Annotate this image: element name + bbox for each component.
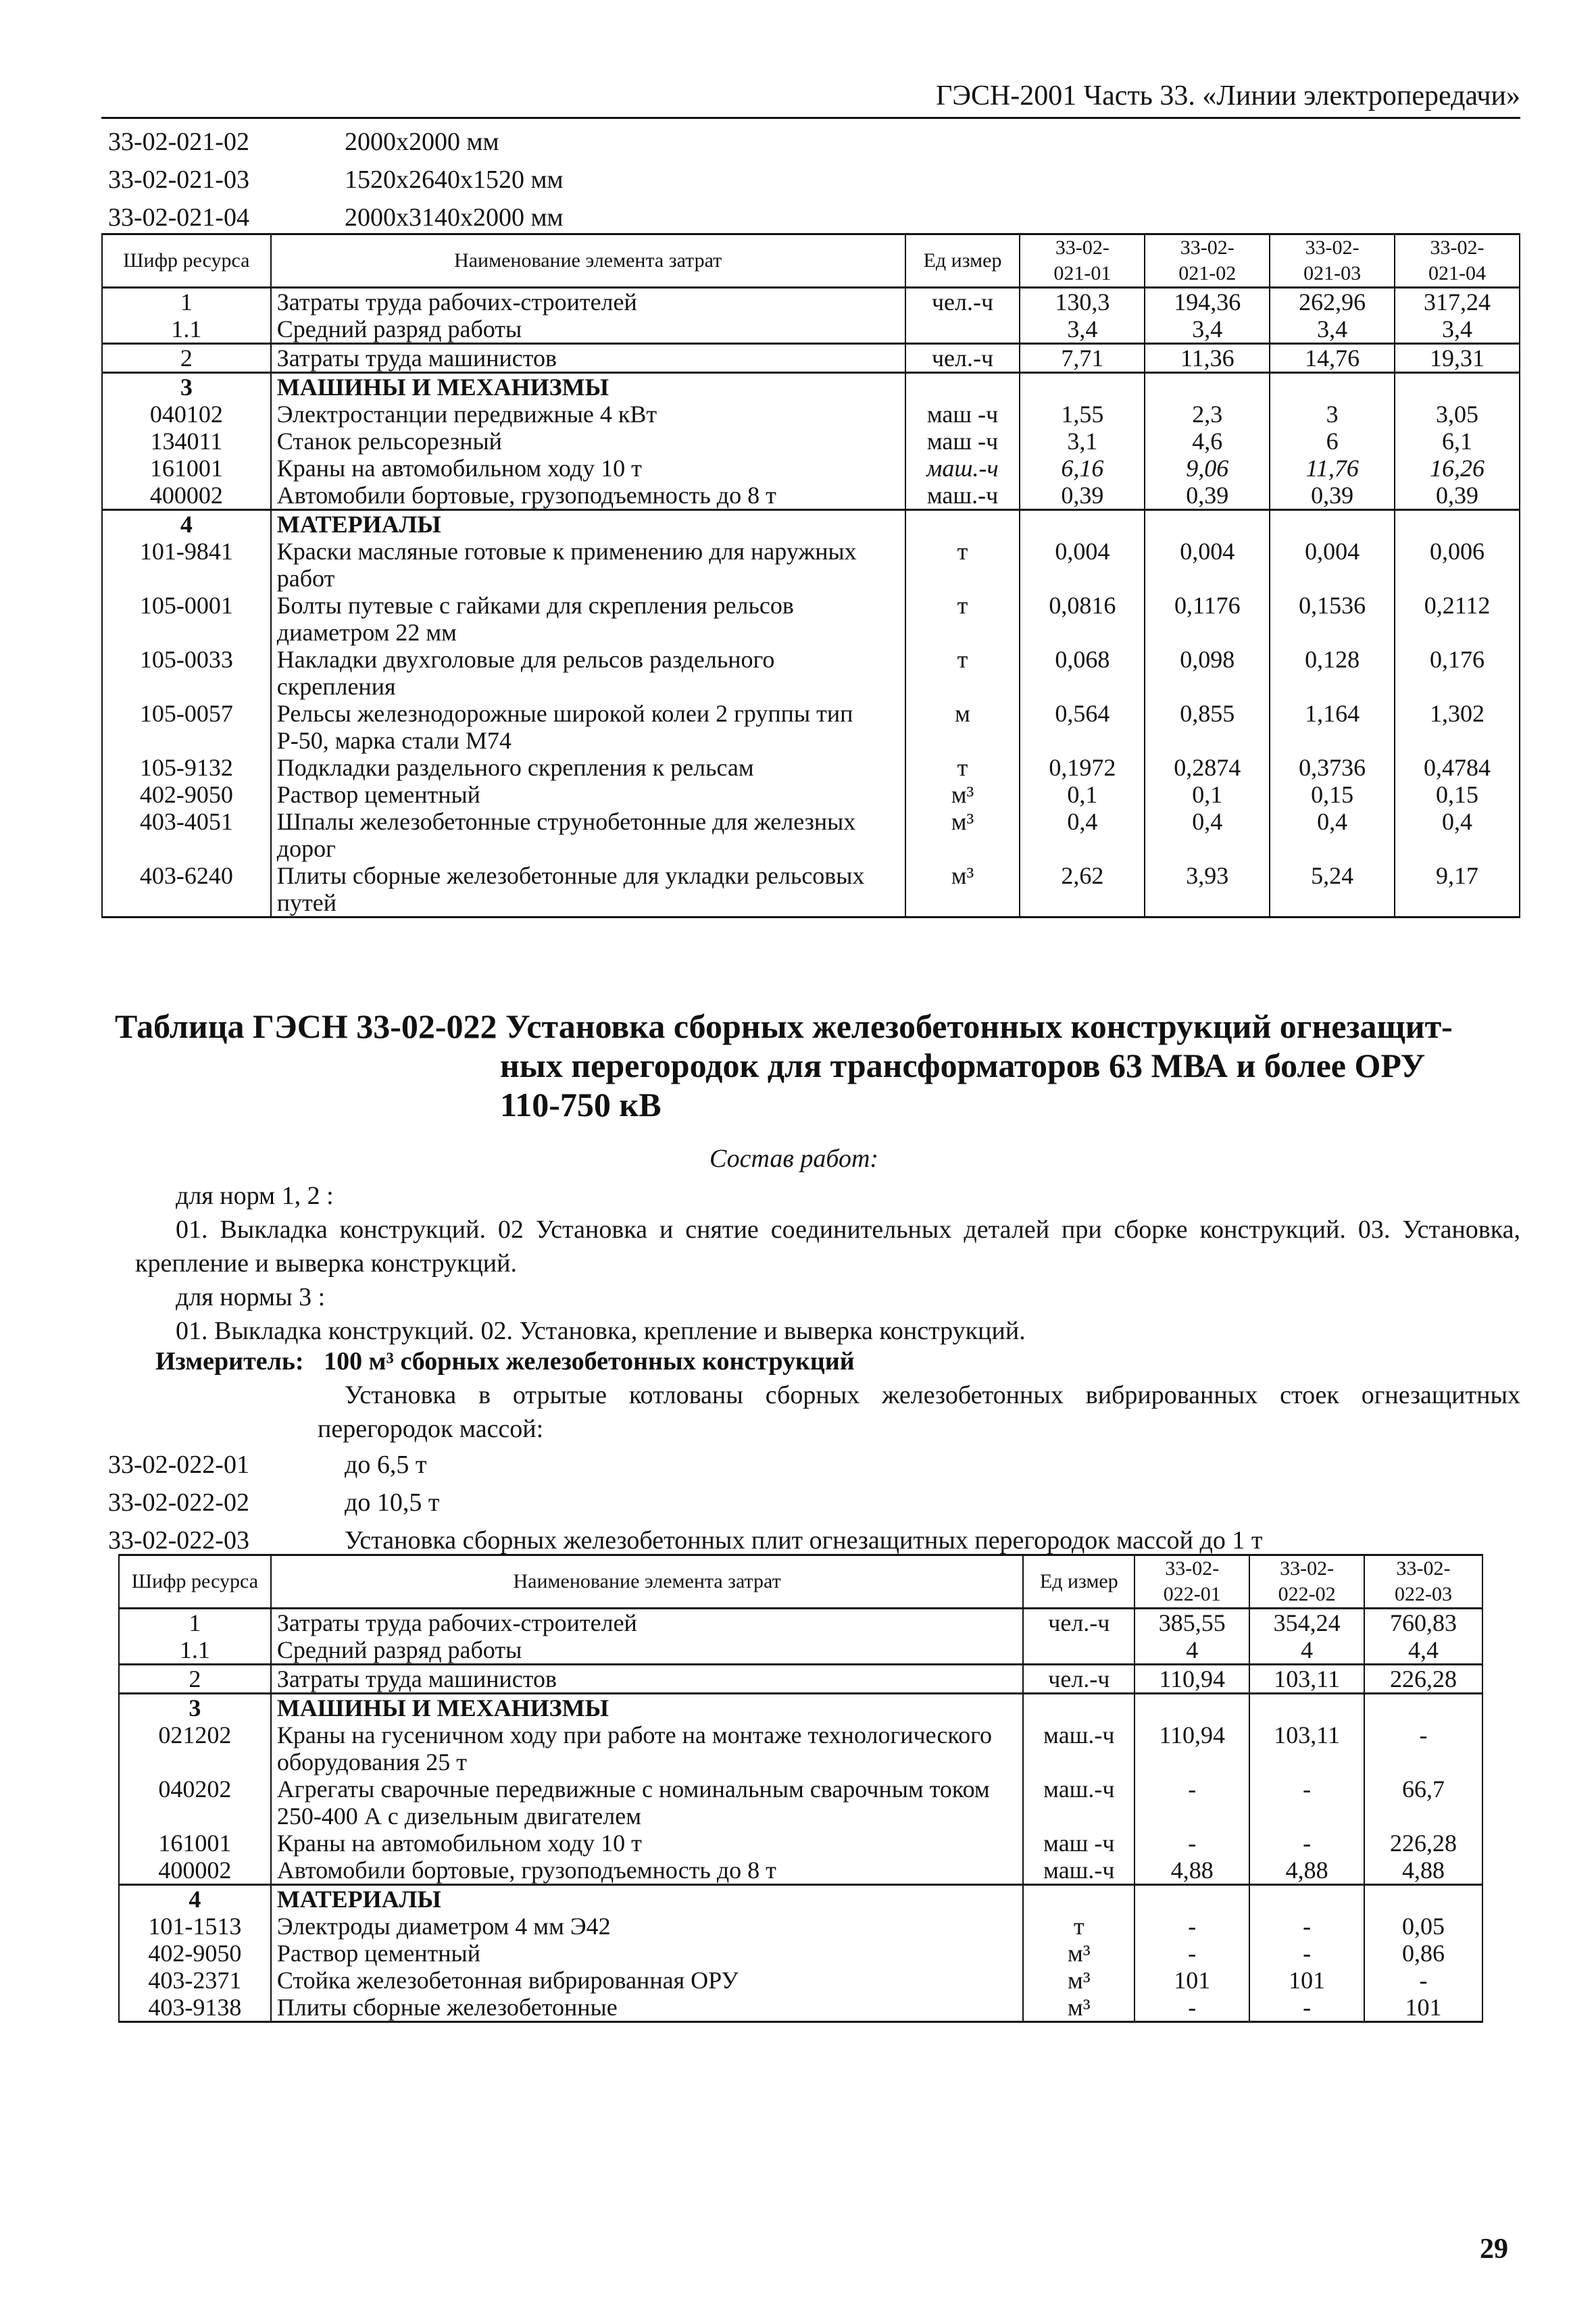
cost-element: Краны на автомобильном ходу 10 т xyxy=(271,455,905,482)
norm-value xyxy=(1249,1694,1364,1722)
norm-value: 3,4 xyxy=(1020,316,1145,344)
page-number: 29 xyxy=(1480,2234,1508,2265)
norm-value: - xyxy=(1249,1940,1364,1967)
resource-code: 161001 xyxy=(102,455,271,482)
cost-element: Раствор цементный xyxy=(271,781,905,808)
cost-element: Затраты труда рабочих-строителей xyxy=(271,1609,1024,1637)
unit: маш.-ч xyxy=(1023,1776,1134,1830)
column-header: Шифр ресурса xyxy=(119,1555,271,1609)
resource-code: 402-9050 xyxy=(102,781,271,808)
norm-value: 226,28 xyxy=(1364,1665,1482,1694)
work-for-3: для нормы 3 : xyxy=(176,1283,326,1311)
cost-element: Электростанции передвижные 4 кВт xyxy=(271,401,905,428)
norm-value xyxy=(1020,510,1145,538)
table-row xyxy=(119,1694,1482,1722)
norm-value: 0,004 xyxy=(1145,538,1270,592)
code-description: Установка сборных железобетонных плит огнезащитных перегородок массой до 1 т xyxy=(345,1526,1263,1555)
cost-element: МАШИНЫ И МЕХАНИЗМЫ xyxy=(271,1694,1024,1722)
table-row xyxy=(102,482,1520,510)
norm-value: 110,94 xyxy=(1134,1721,1249,1776)
norm-value: 0,006 xyxy=(1395,538,1520,592)
norm-value: 4,6 xyxy=(1145,428,1270,455)
norm-value xyxy=(1395,510,1520,538)
table-row xyxy=(119,1636,1482,1665)
unit xyxy=(905,510,1020,538)
code-description: 2000x2000 мм xyxy=(345,128,499,156)
table-row xyxy=(102,316,1520,344)
norm-value: 6,16 xyxy=(1020,455,1145,482)
norm-value xyxy=(1270,510,1395,538)
unit: маш.-ч xyxy=(1023,1721,1134,1776)
norm-value: 0,1176 xyxy=(1145,592,1270,646)
table-row xyxy=(119,1609,1482,1637)
cost-element: МАШИНЫ И МЕХАНИЗМЫ xyxy=(271,373,905,401)
resource-code: 403-9138 xyxy=(119,1994,271,2022)
cost-element: Накладки двухголовые для рельсов раздельного скрепления xyxy=(271,646,905,700)
norm-value: 2,62 xyxy=(1020,862,1145,917)
norm-value: 3,4 xyxy=(1145,316,1270,344)
title-line-2: ных перегородок для трансформаторов 63 МВА и более ОРУ xyxy=(500,1047,1426,1084)
intro-text: Установка в отрытые котлованы сборных железобетонных вибрированных стоек огнезащитных перегородок массой: xyxy=(318,1381,1520,1443)
unit: маш.-ч xyxy=(905,482,1020,510)
resource-code: 403-6240 xyxy=(102,862,271,917)
unit: чел.-ч xyxy=(1023,1665,1134,1694)
norm-value: 3 xyxy=(1270,401,1395,428)
column-header: Наименование элемента затрат xyxy=(271,234,905,288)
column-header: 33-02- 021-04 xyxy=(1395,234,1520,288)
unit: м³ xyxy=(905,781,1020,808)
unit: м³ xyxy=(1023,1994,1134,2022)
resource-code: 105-0057 xyxy=(102,700,271,754)
norm-value: 3,4 xyxy=(1395,316,1520,344)
norm-value: 9,17 xyxy=(1395,862,1520,917)
cost-element: Автомобили бортовые, грузоподъемность до 8 т xyxy=(271,1857,1024,1885)
unit xyxy=(1023,1694,1134,1722)
norm-value: - xyxy=(1249,1776,1364,1830)
table-row xyxy=(119,1830,1482,1857)
norm-value: 385,55 xyxy=(1134,1609,1249,1637)
norm-value: - xyxy=(1134,1940,1249,1967)
norm-value: - xyxy=(1134,1830,1249,1857)
unit: чел.-ч xyxy=(905,344,1020,373)
column-header: 33-02- 022-01 xyxy=(1134,1555,1249,1609)
table-row xyxy=(119,1967,1482,1994)
resource-code: 134011 xyxy=(102,428,271,455)
column-header: 33-02- 021-03 xyxy=(1270,234,1395,288)
norm-value: 4,88 xyxy=(1249,1857,1364,1885)
norm-value: 4,88 xyxy=(1364,1857,1482,1885)
norm-value: 4 xyxy=(1249,1636,1364,1665)
cost-element: МАТЕРИАЛЫ xyxy=(271,510,905,538)
code-description: 2000x3140x2000 мм xyxy=(345,203,564,232)
table-row xyxy=(102,373,1520,401)
unit: маш.-ч xyxy=(1023,1857,1134,1885)
work-ops-3: 01. Выкладка конструкций. 02. Установка, крепление и выверка конструкций. xyxy=(176,1317,1026,1345)
code: 33-02-022-03 xyxy=(108,1526,249,1555)
table-row xyxy=(102,401,1520,428)
resource-code: 161001 xyxy=(119,1830,271,1857)
table-row xyxy=(102,344,1520,373)
cost-element: Стойка железобетонная вибрированная ОРУ xyxy=(271,1967,1024,1994)
table-row xyxy=(119,1857,1482,1885)
table-row xyxy=(119,1665,1482,1694)
norm-value: 3,93 xyxy=(1145,862,1270,917)
norm-value: 0,4 xyxy=(1145,808,1270,862)
norm-value: 0,098 xyxy=(1145,646,1270,700)
norm-value: 4,88 xyxy=(1134,1857,1249,1885)
norm-value xyxy=(1134,1885,1249,1913)
code: 33-02-021-04 xyxy=(108,203,249,232)
norm-value: 7,71 xyxy=(1020,344,1145,373)
table-row xyxy=(102,862,1520,917)
resource-code: 3 xyxy=(119,1694,271,1722)
norm-value: 0,004 xyxy=(1020,538,1145,592)
work-ops-12: 01. Выкладка конструкций. 02 Установка и снятие соединительных деталей при сборке конструкций. 03. Установка, крепление и выверка конструкций. xyxy=(135,1215,1520,1278)
resource-code: 402-9050 xyxy=(119,1940,271,1967)
norm-value: 101 xyxy=(1364,1994,1482,2022)
norm-value: 19,31 xyxy=(1395,344,1520,373)
unit: маш -ч xyxy=(905,428,1020,455)
norm-value: 4,4 xyxy=(1364,1636,1482,1665)
norm-value: 2,3 xyxy=(1145,401,1270,428)
resource-code: 2 xyxy=(119,1665,271,1694)
code-description: до 10,5 т xyxy=(345,1488,440,1517)
norm-value: - xyxy=(1364,1967,1482,1994)
resource-code: 101-9841 xyxy=(102,538,271,592)
table-row xyxy=(102,510,1520,538)
unit: т xyxy=(905,592,1020,646)
norm-value: 11,36 xyxy=(1145,344,1270,373)
work-for-12: для норм 1, 2 : xyxy=(176,1182,334,1210)
unit: м³ xyxy=(1023,1940,1134,1967)
norm-value: - xyxy=(1249,1913,1364,1940)
cost-element: Агрегаты сварочные передвижные с номинальным сварочным током 250-400 А с дизельным двигателем xyxy=(271,1776,1024,1830)
norm-value: 1,302 xyxy=(1395,700,1520,754)
norm-value: 354,24 xyxy=(1249,1609,1364,1637)
cost-element: Затраты труда машинистов xyxy=(271,344,905,373)
norm-value xyxy=(1364,1694,1482,1722)
column-header: Ед измер xyxy=(1023,1555,1134,1609)
cost-element: Краны на автомобильном ходу 10 т xyxy=(271,1830,1024,1857)
unit: маш.-ч xyxy=(905,455,1020,482)
norm-value: 130,3 xyxy=(1020,288,1145,316)
resource-code: 1 xyxy=(119,1609,271,1637)
resource-code: 3 xyxy=(102,373,271,401)
norm-value: 0,1536 xyxy=(1270,592,1395,646)
norm-value: 1,55 xyxy=(1020,401,1145,428)
code-list-1 xyxy=(108,123,564,236)
norm-value: 103,11 xyxy=(1249,1721,1364,1776)
resource-table-022 xyxy=(118,1554,1483,2023)
code: 33-02-021-02 xyxy=(108,128,249,156)
code: 33-02-022-01 xyxy=(108,1451,249,1479)
norm-value: - xyxy=(1134,1913,1249,1940)
meter-label: Измеритель: xyxy=(155,1347,304,1376)
cost-element: Затраты труда машинистов xyxy=(271,1665,1024,1694)
cost-element: Подкладки раздельного скрепления к рельсам xyxy=(271,754,905,781)
unit xyxy=(1023,1636,1134,1665)
norm-value: 1,164 xyxy=(1270,700,1395,754)
code-row xyxy=(108,1484,1520,1521)
unit: т xyxy=(905,754,1020,781)
cost-element: Плиты сборные железобетонные xyxy=(271,1994,1024,2022)
norm-value: - xyxy=(1364,1721,1482,1776)
norm-value xyxy=(1364,1885,1482,1913)
norm-value xyxy=(1249,1885,1364,1913)
resource-code: 101-1513 xyxy=(119,1913,271,1940)
norm-value: - xyxy=(1249,1994,1364,2022)
column-header: 33-02- 022-02 xyxy=(1249,1555,1364,1609)
norm-value: 226,28 xyxy=(1364,1830,1482,1857)
resource-code: 4 xyxy=(119,1885,271,1913)
unit: т xyxy=(1023,1913,1134,1940)
title-line-3: 110-750 кВ xyxy=(500,1086,662,1124)
unit: чел.-ч xyxy=(905,288,1020,316)
code-row xyxy=(108,161,564,199)
table-row xyxy=(102,754,1520,781)
resource-code: 1 xyxy=(102,288,271,316)
unit xyxy=(905,373,1020,401)
cost-element: Средний разряд работы xyxy=(271,316,905,344)
resource-code: 400002 xyxy=(102,482,271,510)
unit: чел.-ч xyxy=(1023,1609,1134,1637)
table-row xyxy=(119,1885,1482,1913)
norm-value: 0,39 xyxy=(1145,482,1270,510)
code: 33-02-021-03 xyxy=(108,166,249,194)
resource-code: 1.1 xyxy=(119,1636,271,1665)
norm-value: 0,0816 xyxy=(1020,592,1145,646)
norm-value: 0,564 xyxy=(1020,700,1145,754)
cost-element: Раствор цементный xyxy=(271,1940,1024,1967)
norm-value: - xyxy=(1134,1776,1249,1830)
norm-value: 6 xyxy=(1270,428,1395,455)
norm-value: 3,05 xyxy=(1395,401,1520,428)
cost-element: Краны на гусеничном ходу при работе на монтаже технологического оборудования 25 т xyxy=(271,1721,1024,1776)
unit: м xyxy=(905,700,1020,754)
norm-value: - xyxy=(1249,1830,1364,1857)
cost-element: Электроды диаметром 4 мм Э42 xyxy=(271,1913,1024,1940)
norm-value: 0,4 xyxy=(1020,808,1145,862)
norm-value: 11,76 xyxy=(1270,455,1395,482)
norm-value: 0,1 xyxy=(1020,781,1145,808)
table-row xyxy=(102,808,1520,862)
code-row xyxy=(108,199,564,236)
norm-value: 0,39 xyxy=(1270,482,1395,510)
unit xyxy=(1023,1885,1134,1913)
resource-code: 105-9132 xyxy=(102,754,271,781)
meter-value: 100 м³ сборных железобетонных конструкций xyxy=(324,1347,855,1376)
resource-code: 040102 xyxy=(102,401,271,428)
norm-value: 101 xyxy=(1134,1967,1249,1994)
cost-element: Болты путевые с гайками для скрепления рельсов диаметром 22 мм xyxy=(271,592,905,646)
table-row xyxy=(102,592,1520,646)
norm-value xyxy=(1395,373,1520,401)
table-row xyxy=(102,781,1520,808)
norm-value: 101 xyxy=(1249,1967,1364,1994)
resource-code: 105-0001 xyxy=(102,592,271,646)
norm-value: 0,2112 xyxy=(1395,592,1520,646)
cost-element: Краски масляные готовые к применению для наружных работ xyxy=(271,538,905,592)
code-description: до 6,5 т xyxy=(345,1451,427,1479)
norm-value: 194,36 xyxy=(1145,288,1270,316)
cost-element: Рельсы железнодорожные широкой колеи 2 группы тип Р-50, марка стали М74 xyxy=(271,700,905,754)
norm-value: 5,24 xyxy=(1270,862,1395,917)
resource-table-021 xyxy=(101,233,1520,918)
resource-code: 400002 xyxy=(119,1857,271,1885)
code-row xyxy=(108,123,564,161)
column-header: Ед измер xyxy=(905,234,1020,288)
norm-value: 0,05 xyxy=(1364,1913,1482,1940)
table-row xyxy=(119,1913,1482,1940)
unit: т xyxy=(905,538,1020,592)
norm-value: 0,2874 xyxy=(1145,754,1270,781)
unit xyxy=(905,316,1020,344)
table-row xyxy=(119,1721,1482,1776)
norm-value: 0,176 xyxy=(1395,646,1520,700)
table-row xyxy=(119,1994,1482,2022)
code-list-2 xyxy=(108,1446,1520,1559)
resource-code: 2 xyxy=(102,344,271,373)
norm-value: 0,39 xyxy=(1020,482,1145,510)
work-heading: Состав работ: xyxy=(709,1145,879,1173)
resource-code: 021202 xyxy=(119,1721,271,1776)
resource-code: 403-2371 xyxy=(119,1967,271,1994)
cost-element: Плиты сборные железобетонные для укладки рельсовых путей xyxy=(271,862,905,917)
unit: м³ xyxy=(905,862,1020,917)
unit: т xyxy=(905,646,1020,700)
column-header: Наименование элемента затрат xyxy=(271,1555,1024,1609)
norm-value: - xyxy=(1134,1994,1249,2022)
header-rule xyxy=(101,117,1520,119)
norm-value: 317,24 xyxy=(1395,288,1520,316)
code: 33-02-022-02 xyxy=(108,1488,249,1517)
norm-value: 0,855 xyxy=(1145,700,1270,754)
norm-value: 262,96 xyxy=(1270,288,1395,316)
cost-element: Средний разряд работы xyxy=(271,1636,1024,1665)
cost-element: МАТЕРИАЛЫ xyxy=(271,1885,1024,1913)
norm-value: 66,7 xyxy=(1364,1776,1482,1830)
norm-value: 0,4 xyxy=(1395,808,1520,862)
cost-element: Автомобили бортовые, грузоподъемность до 8 т xyxy=(271,482,905,510)
table-row xyxy=(102,646,1520,700)
resource-code: 1.1 xyxy=(102,316,271,344)
norm-value: 0,86 xyxy=(1364,1940,1482,1967)
resource-code: 403-4051 xyxy=(102,808,271,862)
table-row xyxy=(102,428,1520,455)
norm-value: 0,3736 xyxy=(1270,754,1395,781)
norm-value: 0,1972 xyxy=(1020,754,1145,781)
norm-value: 0,004 xyxy=(1270,538,1395,592)
resource-code: 105-0033 xyxy=(102,646,271,700)
resource-code: 040202 xyxy=(119,1776,271,1830)
column-header: 33-02- 021-02 xyxy=(1145,234,1270,288)
norm-value: 0,15 xyxy=(1270,781,1395,808)
column-header: Шифр ресурса xyxy=(102,234,271,288)
resource-code: 4 xyxy=(102,510,271,538)
norm-value xyxy=(1134,1694,1249,1722)
norm-value: 760,83 xyxy=(1364,1609,1482,1637)
norm-value: 0,1 xyxy=(1145,781,1270,808)
table-title xyxy=(115,1007,1520,1124)
table-row xyxy=(102,455,1520,482)
unit: маш -ч xyxy=(1023,1830,1134,1857)
norm-value: 14,76 xyxy=(1270,344,1395,373)
norm-value: 0,39 xyxy=(1395,482,1520,510)
code-row xyxy=(108,1446,1520,1484)
meter xyxy=(155,1344,855,1378)
norm-value: 16,26 xyxy=(1395,455,1520,482)
unit: маш -ч xyxy=(905,401,1020,428)
norm-value: 3,1 xyxy=(1020,428,1145,455)
norm-value xyxy=(1270,373,1395,401)
norm-value: 0,068 xyxy=(1020,646,1145,700)
norm-value: 0,4784 xyxy=(1395,754,1520,781)
running-header: ГЭСН-2001 Часть 33. «Линии электропередачи» xyxy=(935,80,1520,111)
table-row xyxy=(119,1776,1482,1830)
table-row xyxy=(102,288,1520,316)
norm-value: 0,15 xyxy=(1395,781,1520,808)
norm-value: 6,1 xyxy=(1395,428,1520,455)
table-row xyxy=(119,1940,1482,1967)
code-description: 1520x2640x1520 мм xyxy=(345,166,564,194)
norm-value: 9,06 xyxy=(1145,455,1270,482)
cost-element: Шпалы железобетонные струнобетонные для железных дорог xyxy=(271,808,905,862)
cost-element: Затраты труда рабочих-строителей xyxy=(271,288,905,316)
table-row xyxy=(102,700,1520,754)
norm-value: 103,11 xyxy=(1249,1665,1364,1694)
norm-value xyxy=(1145,373,1270,401)
norm-value: 0,4 xyxy=(1270,808,1395,862)
cost-element: Станок рельсорезный xyxy=(271,428,905,455)
norm-value: 3,4 xyxy=(1270,316,1395,344)
norm-value: 110,94 xyxy=(1134,1665,1249,1694)
norm-value: 0,128 xyxy=(1270,646,1395,700)
unit: м³ xyxy=(905,808,1020,862)
unit: м³ xyxy=(1023,1967,1134,1994)
title-line-1: Таблица ГЭСН 33-02-022 Установка сборных железобетонных конструкций огнезащит- xyxy=(115,1007,1453,1045)
norm-value: 4 xyxy=(1134,1636,1249,1665)
column-header: 33-02- 021-01 xyxy=(1020,234,1145,288)
table-row xyxy=(102,538,1520,592)
norm-value xyxy=(1020,373,1145,401)
column-header: 33-02- 022-03 xyxy=(1364,1555,1482,1609)
norm-value xyxy=(1145,510,1270,538)
